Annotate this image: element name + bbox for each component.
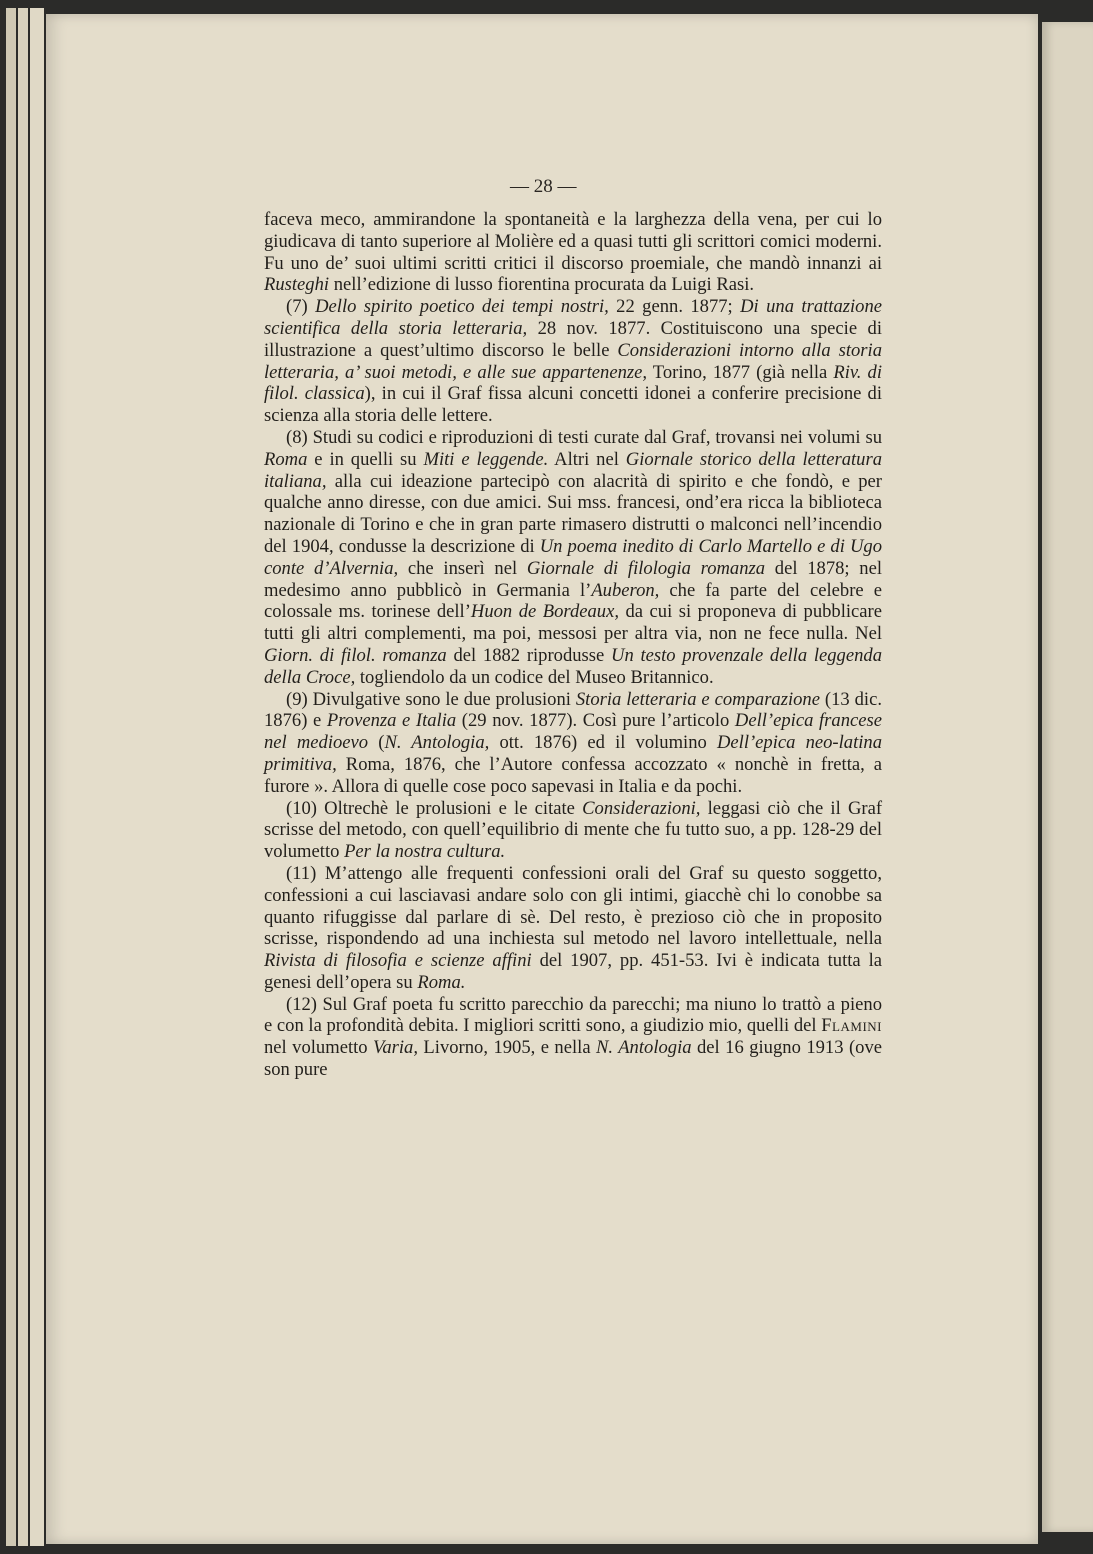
footnote-12: [264, 994, 882, 1081]
italic-title: Auberon,: [591, 579, 660, 601]
text-run: (12) Sul Graf poeta fu scritto parecchio da parecchi; ma niuno lo trattò a pieno e con la profondità debita. I migliori scritti sono, a giudizio mio, quelli del: [264, 993, 882, 1037]
italic-title: N. Antologia,: [384, 732, 490, 754]
page-edge: [30, 8, 44, 1546]
text-run: faceva meco, ammirandone la spontaneità e la larghezza della vena, per cui lo giudicava di tanto superiore al Molière ed a quasi tutti gli scrittori comici moderni. Fu uno de’ suoi ultimi scritti critici il discorso proemiale, che mandò innanzi ai: [264, 209, 882, 274]
author-name: Flamini: [821, 1015, 882, 1037]
text-run: da cui si proponeva di pubblicare tutti gli altri complementi, ma poi, messosi per altra via, non ne fece nulla. Nel: [264, 601, 882, 645]
text-run: del 1878; nel medesimo anno pubblicò in Germania l’: [264, 557, 883, 601]
text-run: (7): [286, 296, 316, 318]
italic-title: Giornale di filologia romanza: [526, 557, 766, 579]
text-run: leggasi ciò che il Graf scrisse del metodo, con quell’equilibrio di mente che fu tutto suo, a pp. 128-29 del volumetto: [264, 797, 883, 863]
text-run: (11) M’attengo alle frequenti confessioni orali del Graf su questo soggetto, confessioni a cui lasciavasi andare solo con gli intimi, giacchè chi lo conobbe sa quanto rifuggisse dal parlare di sè. Del resto, è prezioso ciò che in proposito scrisse, rispondendo ad una inchiesta sul metodo nel lavoro intellettuale, nella: [264, 862, 882, 950]
text-run: (: [368, 732, 385, 754]
text-run: (8) Studi su codici e riproduzioni di testi curate dal Graf, trovansi nei volumi su: [286, 426, 882, 448]
page-edge: [18, 8, 28, 1546]
italic-title: Dell’epica francese nel medioevo: [264, 710, 882, 754]
italic-title: Provenza e Italia: [326, 710, 457, 732]
text-run: nel volumetto: [264, 1037, 374, 1059]
page-edge: [6, 8, 16, 1546]
italic-title: Rivista di filosofia e scienze affini: [264, 950, 532, 972]
text-run: che fa parte del celebre e colossale ms. torinese dell’: [264, 579, 882, 623]
footnote-10: [264, 798, 882, 863]
text-run: del 1907, pp. 451-53. Ivi è indicata tutta la genesi dell’opera su: [264, 950, 882, 993]
italic-title: Giornale storico della letteratura italiana,: [264, 448, 882, 492]
footnote-11: [264, 863, 882, 994]
facing-page-edge: [1042, 22, 1093, 1532]
text-run: Altri nel: [548, 448, 626, 470]
text-run: Livorno, 1905, e nella: [417, 1037, 597, 1059]
text-run: del 16 giugno 1913 (ove son pure: [264, 1037, 882, 1081]
text-run: che inserì nel: [398, 557, 527, 579]
text-run: (29 nov. 1877). Così pure l’articolo: [456, 710, 735, 732]
text-run: nell’edizione di lusso fiorentina procurata da Luigi Rasi.: [329, 274, 755, 296]
italic-title: Roma: [264, 448, 308, 470]
italic-title: Considerazioni,: [582, 797, 701, 819]
italic-title: Un poema inedito di Carlo Martello e di Ugo conte d’Alvernia,: [264, 535, 882, 579]
italic-title: Un testo provenzale della leggenda della Croce,: [264, 644, 882, 688]
text-run: (9) Divulgative sono le due prolusioni: [286, 688, 576, 710]
italic-title: Dell’epica neo-latina primitiva,: [264, 732, 883, 775]
italic-title: Rusteghi: [264, 274, 330, 296]
text-run: 28 nov. 1877. Costituiscono una specie di illustrazione a quest’ultimo discorso le belle: [264, 317, 882, 361]
footnote-7: [264, 296, 882, 427]
text-run: 22 genn. 1877;: [608, 296, 741, 318]
italic-title: Per la nostra cultura.: [344, 841, 506, 863]
italic-title: Huon de Bordeaux,: [470, 601, 619, 623]
footnote-8: [264, 427, 882, 689]
paragraph-continuation: [264, 209, 882, 296]
italic-title: Dello spirito poetico dei tempi nostri,: [315, 296, 609, 318]
italic-title: Riv. di filol. classica: [264, 361, 882, 405]
text-run: Roma, 1876, che l’Autore confessa accozzato « nonchè in fretta, a furore ». Allora di quelle cose poco sapevasi in Italia e da pochi.: [264, 753, 882, 797]
italic-title: Di una trattazione scientifica della storia letteraria,: [264, 296, 882, 339]
body-text: [264, 209, 882, 1081]
italic-title: Varia,: [373, 1037, 418, 1059]
italic-title: Storia letteraria e comparazione: [575, 688, 820, 710]
text-run: ott. 1876) ed il volumino: [489, 732, 717, 754]
italic-title: Considerazioni intorno alla storia letteraria, a’ suoi metodi, e alle sue appartenenze,: [264, 339, 882, 383]
text-run: del 1882 riprodusse: [446, 644, 612, 666]
italic-title: Giorn. di filol. romanza: [264, 644, 447, 666]
text-run: (10) Oltrechè le prolusioni e le citate: [286, 797, 583, 819]
italic-title: Miti e leggende.: [423, 448, 549, 470]
text-run: ), in cui il Graf fissa alcuni concetti idonei a conferire precisione di scienza alla storia delle lettere.: [264, 383, 882, 427]
footnote-9: [264, 689, 882, 798]
text-run: e in quelli su: [307, 448, 424, 470]
text-run: Torino, 1877 (già nella: [647, 361, 834, 383]
text-run: togliendolo da un codice del Museo Britannico.: [355, 666, 714, 688]
text-run: (13 dic. 1876) e: [264, 688, 882, 732]
text-run: alla cui ideazione partecipò con alacrità di spirito e che fondò, e per qualche anno diresse, con due amici. Sui mss. francesi, ond’era ricca la biblioteca nazionale di Torino e che in gran parte rimasero distrutti o malconci nell’incendio del 1904, condusse la descrizione di: [264, 470, 882, 557]
page-number: — 28 —: [510, 176, 577, 197]
italic-title: Roma.: [417, 971, 466, 993]
italic-title: N. Antologia: [596, 1037, 692, 1059]
